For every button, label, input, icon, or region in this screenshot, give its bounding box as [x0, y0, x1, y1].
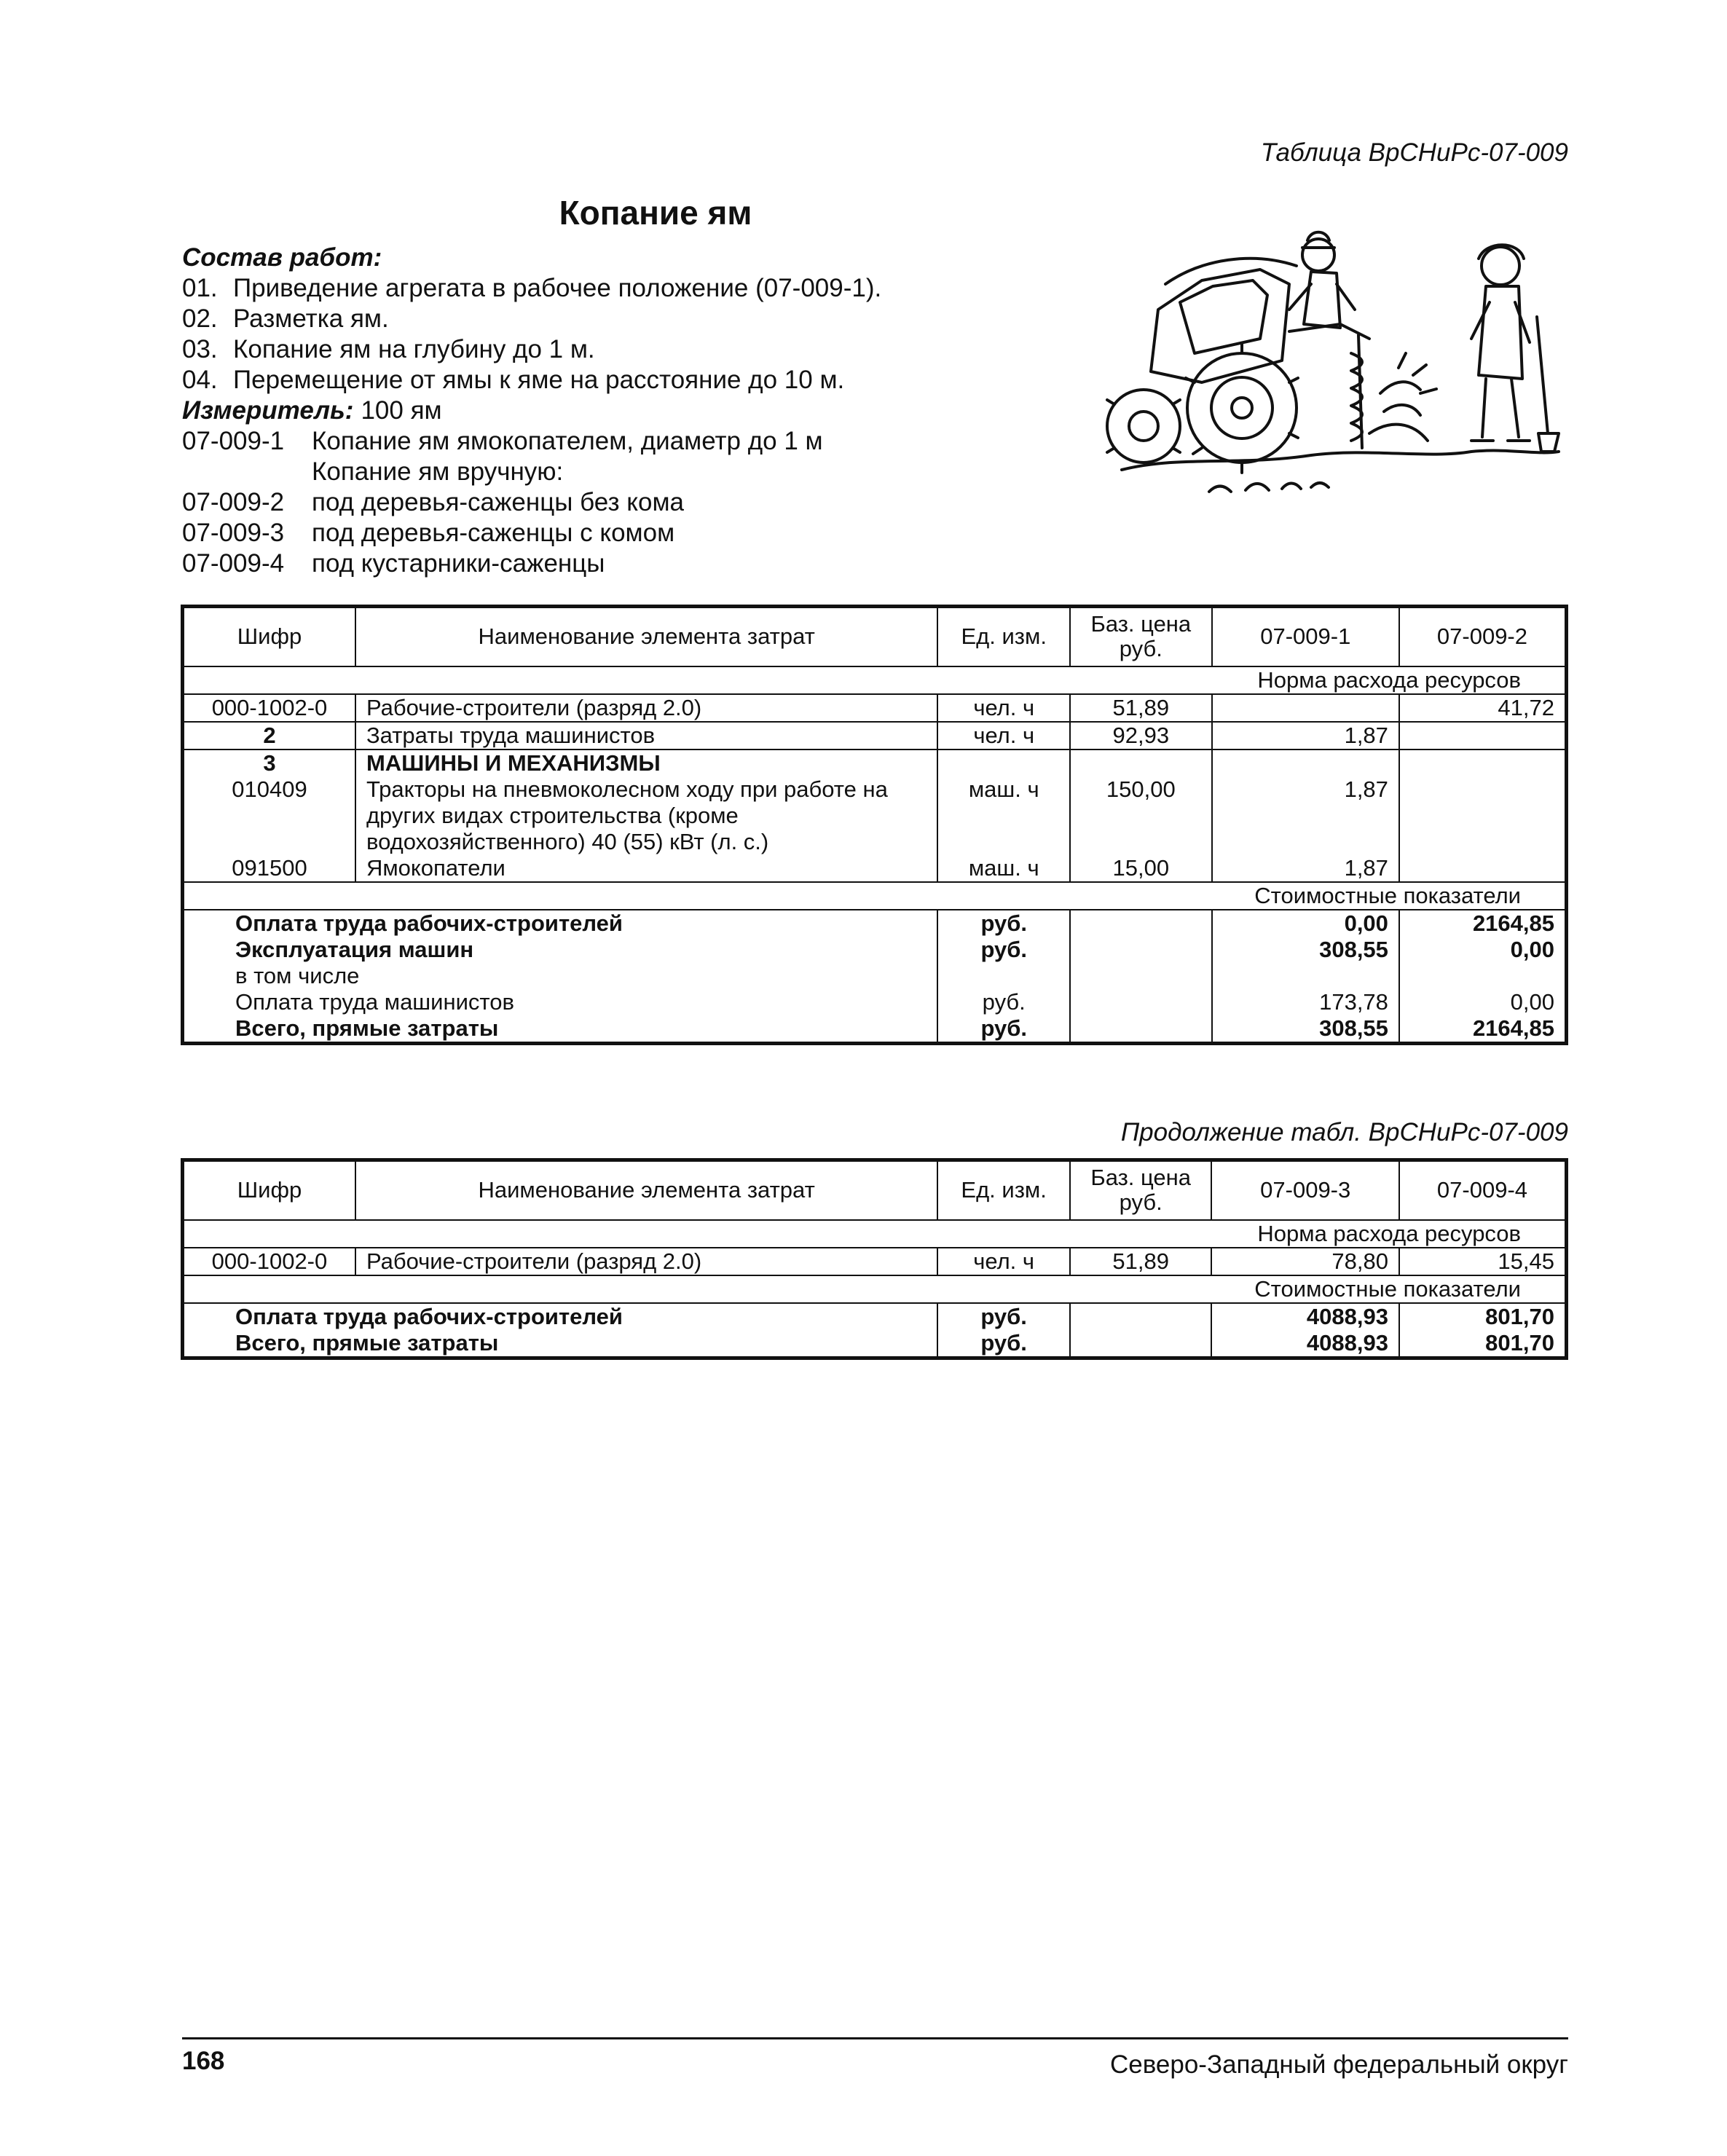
section-costs: Стоимостные показатели	[183, 1275, 1567, 1303]
resources-table-1	[181, 605, 1568, 1045]
region-name: Северо-Западный федеральный округ	[1109, 2050, 1568, 2079]
cost-v2: 801,70	[1399, 1303, 1567, 1330]
step-number: 01.	[182, 274, 218, 302]
empty-cell	[937, 750, 1070, 776]
cost-unit: руб.	[937, 1303, 1070, 1330]
cost-name: Оплата труда машинистов	[183, 989, 938, 1015]
table-header-row	[183, 607, 1567, 666]
table-row	[183, 694, 1567, 722]
cost-name: Всего, прямые затраты	[183, 1015, 938, 1044]
header-code: Шифр	[183, 1160, 355, 1220]
cost-name: Всего, прямые затраты	[183, 1330, 938, 1358]
cost-row	[183, 1015, 1567, 1044]
cell-price: 51,89	[1070, 694, 1212, 722]
cost-v1: 173,78	[1212, 989, 1399, 1015]
code-text: под деревья-саженцы с комом	[312, 519, 675, 547]
section-norms: Норма расхода ресурсов	[183, 1220, 1567, 1248]
table-header-row	[183, 1160, 1567, 1220]
cell-code: 000-1002-0	[183, 694, 355, 722]
empty-cell	[1070, 937, 1212, 963]
cell-code: 010409	[183, 776, 355, 855]
cell-v1: 78,80	[1211, 1248, 1398, 1275]
cell-v1: 1,87	[1212, 855, 1399, 882]
cost-row	[183, 937, 1567, 963]
cell-name: Затраты труда машинистов	[355, 722, 938, 750]
cost-unit: руб.	[937, 1015, 1070, 1044]
step-text: Разметка ям.	[233, 304, 389, 333]
code-text: Копание ям ямокопателем, диаметр до 1 м	[312, 427, 823, 455]
code-line	[182, 426, 881, 457]
code-text: под деревья-саженцы без кома	[312, 488, 684, 516]
header-name: Наименование элемента затрат	[355, 607, 938, 666]
cell-v2	[1399, 722, 1567, 750]
cost-v2: 2164,85	[1399, 1015, 1567, 1044]
cell-name: Рабочие-строители (разряд 2.0)	[355, 1248, 937, 1275]
cell-v2	[1399, 855, 1567, 882]
cell-unit: маш. ч	[937, 855, 1070, 882]
page-number: 168	[182, 2047, 225, 2075]
cost-name: Эксплуатация машин	[183, 937, 938, 963]
section-row	[183, 1220, 1567, 1248]
cell-code: 2	[183, 722, 355, 750]
cost-row	[183, 989, 1567, 1015]
work-description	[182, 243, 881, 579]
table-row	[183, 776, 1567, 855]
resources-table-2	[181, 1158, 1568, 1360]
cost-v1: 4088,93	[1211, 1303, 1398, 1330]
cost-unit: руб.	[937, 989, 1070, 1015]
step-text: Перемещение от ямы к яме на расстояние до 10 м.	[233, 366, 845, 394]
cost-name: Оплата труда рабочих-строителей	[183, 1303, 938, 1330]
section-norms: Норма расхода ресурсов	[183, 666, 1567, 694]
cost-unit	[937, 963, 1070, 989]
table-row	[183, 1248, 1567, 1275]
cost-v2	[1399, 963, 1567, 989]
step-number: 02.	[182, 304, 218, 333]
step-number: 04.	[182, 366, 218, 394]
cost-unit: руб.	[937, 937, 1070, 963]
cell-price: 15,00	[1070, 855, 1212, 882]
header-code: Шифр	[183, 607, 355, 666]
work-step	[182, 334, 881, 365]
cost-unit: руб.	[937, 910, 1070, 937]
table-row	[183, 855, 1567, 882]
empty-cell	[1070, 989, 1212, 1015]
cell-code: 000-1002-0	[183, 1248, 355, 1275]
page-title: Копание ям	[559, 194, 752, 232]
code	[182, 457, 312, 487]
cost-v1: 0,00	[1212, 910, 1399, 937]
table-row	[183, 750, 1567, 776]
table-caption: Таблица ВрСНиРс-07-009	[1260, 138, 1568, 167]
cell-code: 091500	[183, 855, 355, 882]
empty-cell	[1070, 750, 1212, 776]
group-code: 3	[183, 750, 355, 776]
code: 07-009-4	[182, 549, 285, 578]
cell-v1	[1212, 694, 1399, 722]
work-step	[182, 304, 881, 334]
cell-v2	[1399, 776, 1567, 855]
empty-cell	[1070, 963, 1212, 989]
header-price: Баз. цена руб.	[1070, 1160, 1212, 1220]
cost-row	[183, 963, 1567, 989]
step-text: Приведение агрегата в рабочее положение (07-009-1).	[233, 274, 882, 302]
cell-v2: 41,72	[1399, 694, 1567, 722]
cost-v1: 4088,93	[1211, 1330, 1398, 1358]
cost-name: в том числе	[183, 963, 938, 989]
section-row	[183, 666, 1567, 694]
code-line	[182, 518, 881, 548]
cell-price: 150,00	[1070, 776, 1212, 855]
header-price: Баз. цена руб.	[1070, 607, 1212, 666]
cell-unit: маш. ч	[937, 776, 1070, 855]
group-name: МАШИНЫ И МЕХАНИЗМЫ	[355, 750, 938, 776]
code: 07-009-2	[182, 488, 285, 516]
measure-label: Измеритель:	[182, 396, 354, 425]
measure-line	[182, 396, 881, 426]
empty-cell	[1070, 910, 1212, 937]
code-text: под кустарники-саженцы	[312, 549, 605, 578]
work-composition-label: Состав работ:	[182, 243, 382, 272]
code-text: Копание ям вручную:	[312, 457, 564, 486]
footer-divider	[182, 2037, 1568, 2039]
cost-row	[183, 1330, 1567, 1358]
cost-unit: руб.	[937, 1330, 1070, 1358]
cost-v2: 0,00	[1399, 937, 1567, 963]
empty-cell	[1399, 750, 1567, 776]
step-number: 03.	[182, 335, 218, 363]
cost-v2: 801,70	[1399, 1330, 1567, 1358]
step-text: Копание ям на глубину до 1 м.	[233, 335, 595, 363]
code: 07-009-3	[182, 519, 285, 547]
empty-cell	[1070, 1303, 1212, 1330]
cell-name: Ямокопатели	[355, 855, 938, 882]
code: 07-009-1	[182, 427, 285, 455]
empty-cell	[1070, 1015, 1212, 1044]
header-col2: 07-009-4	[1399, 1160, 1567, 1220]
cell-name: Тракторы на пневмоколесном ходу при работе на других видах строительства (кроме водохозяйственного) 40 (55) кВт (л. с.)	[355, 776, 938, 855]
cell-name: Рабочие-строители (разряд 2.0)	[355, 694, 938, 722]
cost-v1	[1212, 963, 1399, 989]
measure-value: 100 ям	[361, 396, 442, 425]
table-row	[183, 722, 1567, 750]
empty-cell	[1212, 750, 1399, 776]
cost-name: Оплата труда рабочих-строителей	[183, 910, 938, 937]
cost-row	[183, 910, 1567, 937]
cell-price: 92,93	[1070, 722, 1212, 750]
cell-price: 51,89	[1070, 1248, 1212, 1275]
continuation-caption: Продолжение табл. ВрСНиРс-07-009	[1120, 1118, 1568, 1146]
cell-unit: чел. ч	[937, 722, 1070, 750]
tractor-auger-illustration	[1093, 215, 1566, 503]
cost-v1: 308,55	[1212, 1015, 1399, 1044]
work-step	[182, 365, 881, 396]
work-step	[182, 273, 881, 304]
cell-unit: чел. ч	[937, 1248, 1070, 1275]
code-line	[182, 548, 881, 579]
header-name: Наименование элемента затрат	[355, 1160, 937, 1220]
code-line	[182, 457, 881, 487]
code-line	[182, 487, 881, 518]
empty-cell	[1070, 1330, 1212, 1358]
header-col1: 07-009-3	[1211, 1160, 1398, 1220]
section-row	[183, 1275, 1567, 1303]
section-row	[183, 882, 1567, 910]
section-costs: Стоимостные показатели	[183, 882, 1567, 910]
header-unit: Ед. изм.	[937, 1160, 1070, 1220]
cell-v1: 1,87	[1212, 776, 1399, 855]
cell-v2: 15,45	[1399, 1248, 1567, 1275]
cost-v1: 308,55	[1212, 937, 1399, 963]
cell-v1: 1,87	[1212, 722, 1399, 750]
cell-unit: чел. ч	[937, 694, 1070, 722]
cost-v2: 0,00	[1399, 989, 1567, 1015]
header-col2: 07-009-2	[1399, 607, 1567, 666]
cost-row	[183, 1303, 1567, 1330]
header-unit: Ед. изм.	[937, 607, 1070, 666]
cost-v2: 2164,85	[1399, 910, 1567, 937]
header-col1: 07-009-1	[1212, 607, 1399, 666]
